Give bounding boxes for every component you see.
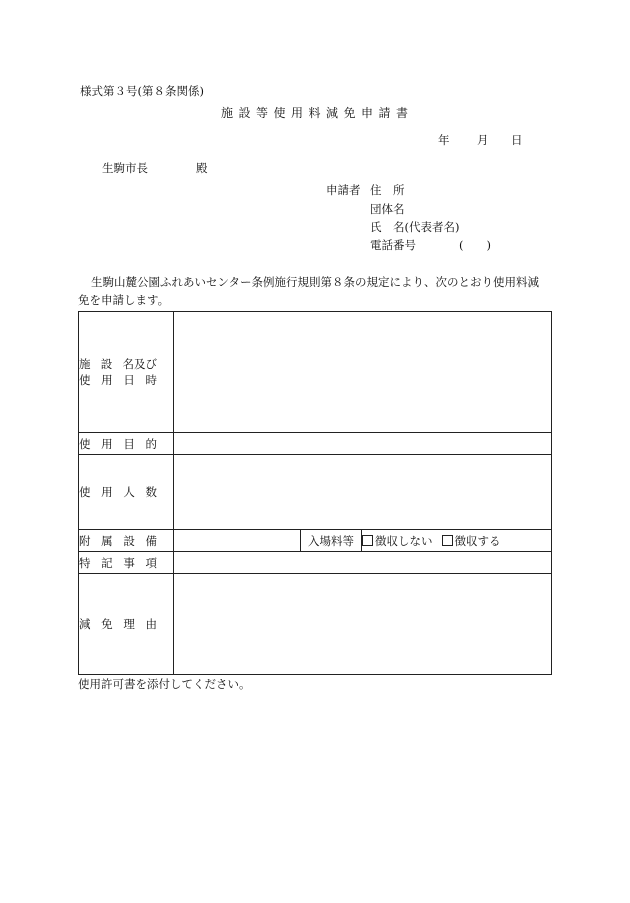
reason-label-char: 由 bbox=[145, 617, 157, 631]
purpose-input-cell[interactable] bbox=[174, 433, 552, 455]
facility-label-cell bbox=[79, 312, 174, 433]
remarks-label-char: 記 bbox=[101, 555, 113, 570]
applicant-phone-label: 電話番号 bbox=[370, 238, 416, 252]
application-table bbox=[78, 311, 552, 675]
document-title: 施設等使用料減免申請書 bbox=[221, 106, 414, 120]
people-label-char: 用 bbox=[101, 485, 113, 499]
facility-label-char: 用 bbox=[101, 373, 113, 387]
people-label-char: 人 bbox=[123, 485, 135, 499]
equipment-input-cell[interactable] bbox=[174, 530, 301, 552]
facility-label-char: 時 bbox=[145, 373, 157, 387]
remarks-label-char: 特 bbox=[79, 555, 91, 570]
purpose-label-cell bbox=[79, 433, 174, 455]
no-fee-checkbox[interactable] bbox=[362, 535, 373, 546]
table-row bbox=[79, 552, 552, 574]
intro-line-1: 生駒山麓公園ふれあいセンター条例施行規則第８条の規定により、次のとおり使用料減 bbox=[91, 275, 540, 289]
table-row bbox=[79, 433, 552, 455]
table-row bbox=[79, 455, 552, 530]
date-month: 月 bbox=[477, 133, 489, 147]
applicant-name-label: 氏 名(代表者名) bbox=[370, 220, 460, 234]
purpose-label-char: 的 bbox=[145, 436, 157, 451]
equipment-label-cell bbox=[79, 530, 174, 552]
table-row bbox=[79, 312, 552, 433]
addressee-name: 生駒市長 bbox=[102, 161, 148, 175]
applicant-address-label: 住 所 bbox=[370, 183, 405, 197]
applicant-organization-label: 団体名 bbox=[370, 202, 405, 216]
remarks-label-char: 事 bbox=[123, 555, 135, 570]
fee-label: 徴収する bbox=[454, 533, 501, 548]
applicant-label: 申請者 bbox=[326, 183, 361, 197]
equipment-label-char: 属 bbox=[101, 533, 113, 548]
admission-fee-options bbox=[362, 530, 552, 552]
table-row bbox=[79, 530, 552, 552]
facility-input-cell[interactable] bbox=[174, 312, 552, 433]
facility-label-char: 日 bbox=[123, 373, 135, 387]
reason-label-cell bbox=[79, 574, 174, 675]
facility-label-char: 名及び bbox=[122, 357, 157, 371]
addressee-honorific: 殿 bbox=[196, 161, 208, 175]
people-input-cell[interactable] bbox=[174, 455, 552, 530]
date-day: 日 bbox=[511, 133, 523, 147]
reason-label-char: 減 bbox=[79, 617, 91, 631]
applicant-phone-parens: ( ) bbox=[459, 238, 491, 252]
equipment-label-char: 設 bbox=[123, 533, 135, 548]
admission-fee-label: 入場料等 bbox=[301, 530, 362, 552]
people-label-cell bbox=[79, 455, 174, 530]
remarks-label-char: 項 bbox=[145, 555, 157, 570]
people-label-char: 使 bbox=[79, 485, 91, 499]
fee-checkbox[interactable] bbox=[442, 535, 453, 546]
reason-label-char: 理 bbox=[123, 617, 135, 631]
form-number: 様式第３号(第８条関係) bbox=[80, 84, 204, 98]
purpose-label-char: 使 bbox=[79, 436, 91, 451]
facility-label-char: 施 bbox=[79, 357, 91, 371]
footer-note: 使用許可書を添付してください。 bbox=[78, 677, 251, 691]
facility-label-char: 設 bbox=[100, 357, 113, 371]
remarks-input-cell[interactable] bbox=[174, 552, 552, 574]
table-row bbox=[79, 574, 552, 675]
reason-input-cell[interactable] bbox=[174, 574, 552, 675]
reason-label-char: 免 bbox=[101, 617, 113, 631]
intro-line-2: 免を申請します。 bbox=[78, 293, 170, 307]
people-label-char: 数 bbox=[145, 485, 157, 499]
date-year: 年 bbox=[438, 133, 450, 147]
purpose-label-char: 用 bbox=[101, 436, 113, 451]
remarks-label-cell bbox=[79, 552, 174, 574]
purpose-label-char: 目 bbox=[123, 436, 135, 451]
no-fee-label: 徴収しない bbox=[375, 533, 433, 548]
equipment-label-char: 附 bbox=[79, 533, 91, 548]
equipment-label-char: 備 bbox=[145, 533, 157, 548]
facility-label-char: 使 bbox=[79, 373, 91, 387]
